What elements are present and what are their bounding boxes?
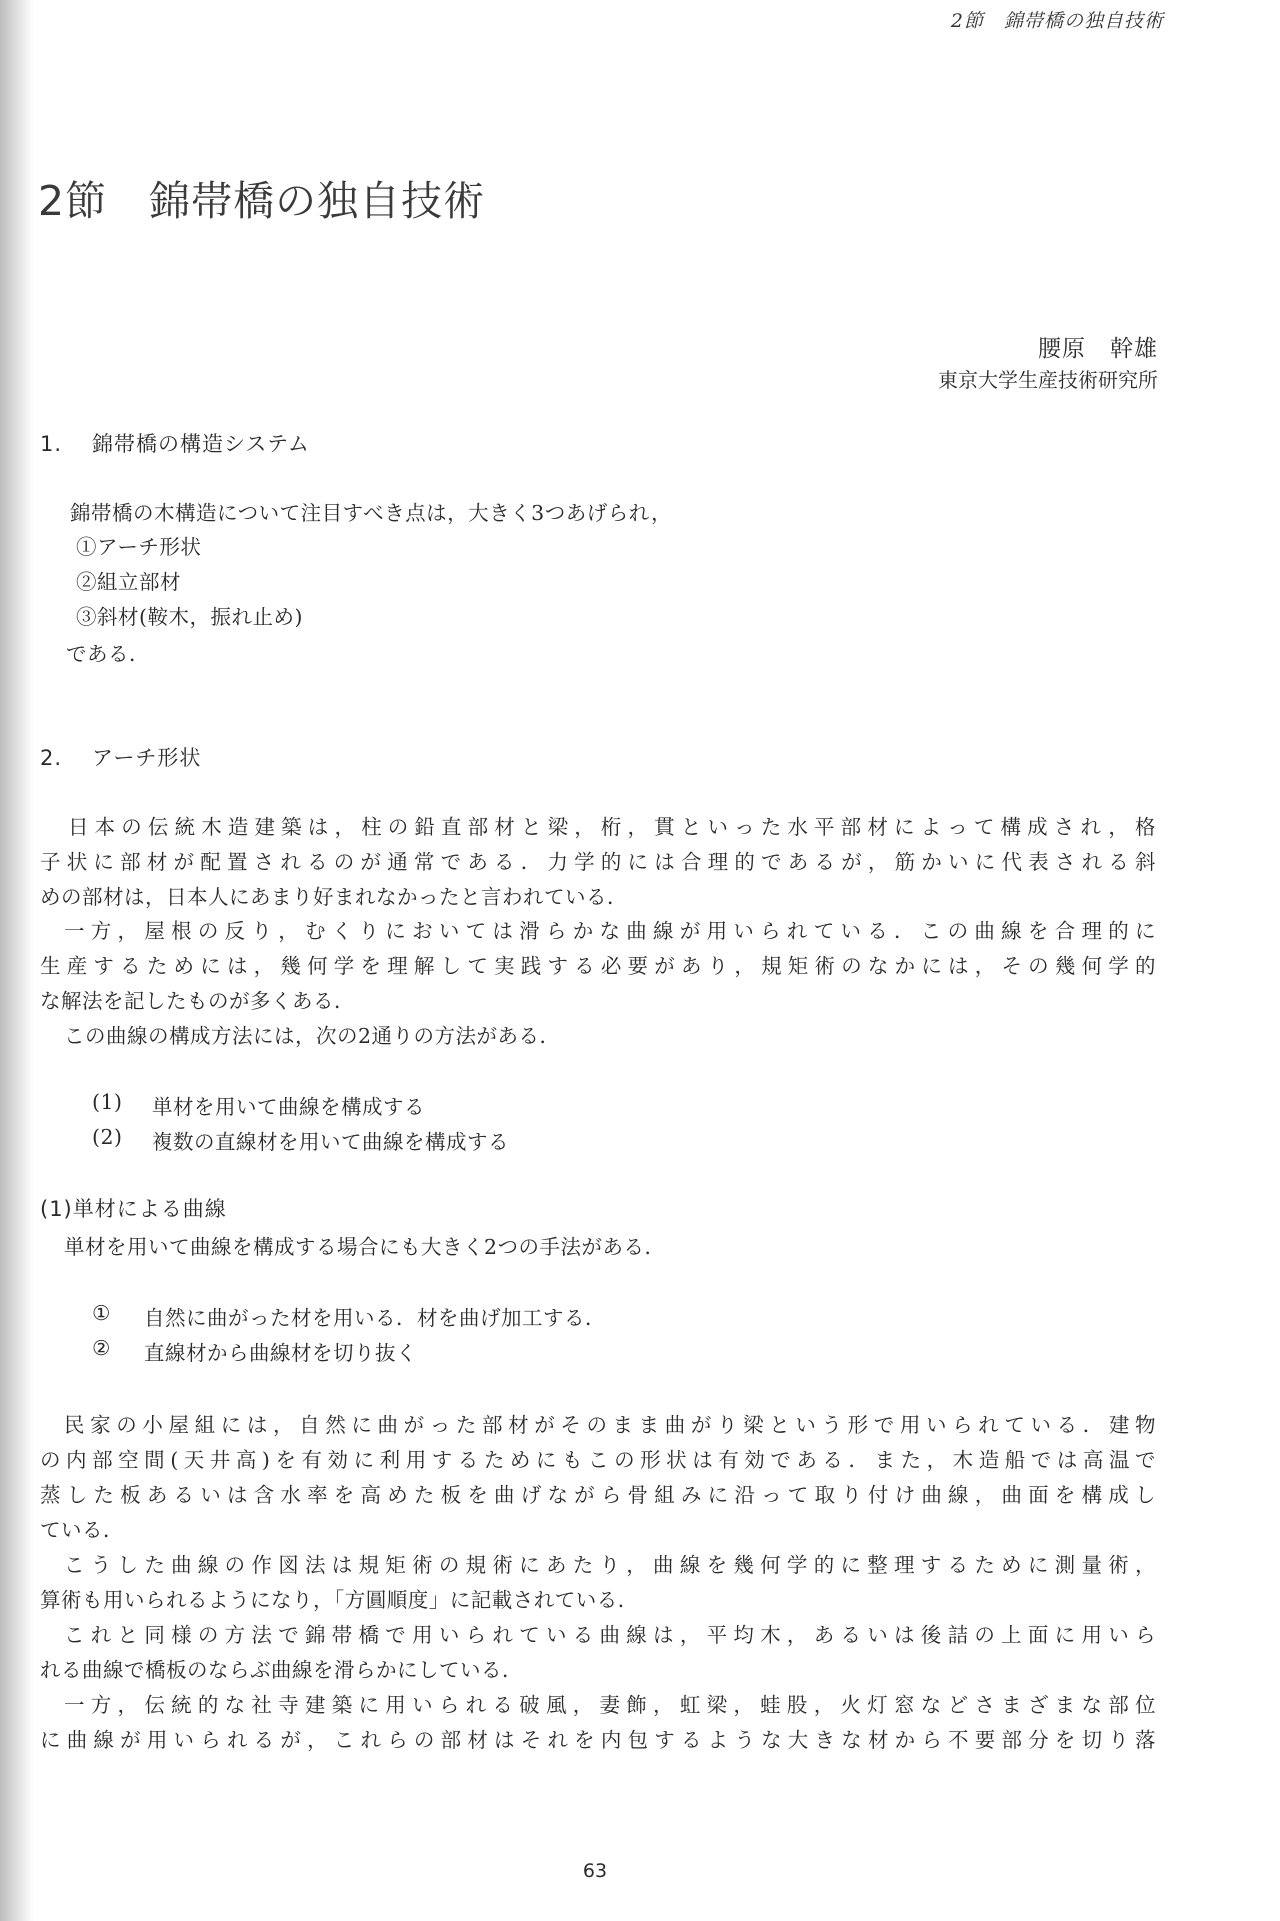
technique-item-2-number: ② <box>92 1336 111 1360</box>
binding-shadow <box>0 0 34 1921</box>
page-title: 2節 錦帯橋の独自技術 <box>38 177 486 225</box>
paragraph-line: 日本の伝統木造建築は，柱の鉛直部材と梁，桁，貫といった水平部材によって構成され，格 <box>68 815 1156 839</box>
method-item-2-text: 複数の直線材を用いて曲線を構成する <box>152 1130 509 1154</box>
method-item-2-number: (2) <box>92 1125 123 1149</box>
method-item-1-number: (1) <box>92 1090 123 1114</box>
body-line: ている． <box>40 1518 124 1542</box>
method-item-1-text: 単材を用いて曲線を構成する <box>152 1095 425 1119</box>
list-item-arch: ①アーチ形状 <box>76 535 202 559</box>
section-1-closing: である． <box>66 642 150 666</box>
body-line: 算術も用いられるようになり，「方圓順度」に記載されている． <box>40 1588 639 1612</box>
section-2-heading <box>40 742 201 772</box>
author-affiliation: 東京大学生産技術研究所 <box>938 368 1158 392</box>
paragraph-line: 子状に部材が配置されるのが通常である．力学的には合理的であるが，筋かいに代表される斜 <box>40 850 1156 874</box>
body-line: これと同様の方法で錦帯橋で用いられている曲線は，平均木，あるいは後詰の上面に用いら <box>64 1623 1156 1647</box>
section-2-number: 2. <box>40 746 63 770</box>
paragraph-line: めの部材は，日本人にあまり好まれなかったと言われている． <box>40 885 628 909</box>
running-head: 2節 錦帯橋の独自技術 <box>950 10 1164 32</box>
section-2-title: アーチ形状 <box>92 746 202 770</box>
section-1-intro: 錦帯橋の木構造について注目すべき点は，大きく3つあげられ， <box>70 501 672 525</box>
section-1-heading <box>40 428 310 458</box>
paragraph-line: 生産するためには，幾何学を理解して実践する必要があり，規矩術のなかには，その幾何学的 <box>40 954 1156 978</box>
body-line: に曲線が用いられるが，これらの部材はそれを内包するような大きな材から不要部分を切り落 <box>40 1728 1156 1752</box>
technique-item-2-text: 直線材から曲線材を切り抜く <box>144 1341 417 1365</box>
author-name: 腰原 幹雄 <box>1038 336 1158 362</box>
paragraph-line: 一方，屋根の反り，むくりにおいては滑らかな曲線が用いられている．この曲線を合理的に <box>64 919 1156 943</box>
section-1-title: 錦帯橋の構造システム <box>92 432 310 456</box>
technique-item-1-number: ① <box>92 1301 111 1325</box>
body-line: こうした曲線の作図法は規矩術の規術にあたり，曲線を幾何学的に整理するために測量術， <box>64 1553 1156 1577</box>
section-1-number: 1. <box>40 432 63 456</box>
technique-item-1-text: 自然に曲がった材を用いる．材を曲げ加工する． <box>144 1306 606 1330</box>
paragraph-line: な解法を記したものが多くある． <box>40 989 355 1013</box>
body-line: れる曲線で橋板のならぶ曲線を滑らかにしている． <box>40 1658 523 1682</box>
subsection-1-heading: (1)単材による曲線 <box>40 1197 227 1221</box>
list-item-diagonal-members: ③斜材(鞍木，振れ止め) <box>76 605 303 629</box>
body-line: の内部空間(天井高)を有効に利用するためにもこの形状は有効である．また，木造船では高温で <box>40 1448 1156 1472</box>
subsection-1-intro: 単材を用いて曲線を構成する場合にも大きく2つの手法がある． <box>64 1235 666 1259</box>
paragraph-line: この曲線の構成方法には，次の2通りの方法がある． <box>64 1024 561 1048</box>
body-line: 民家の小屋組には，自然に曲がった部材がそのまま曲がり梁という形で用いられている．建物 <box>64 1413 1156 1437</box>
body-line: 一方，伝統的な社寺建築に用いられる破風，妻飾，虹梁，蛙股，火灯窓などさまざまな部位 <box>64 1693 1156 1717</box>
body-line: 蒸した板あるいは含水率を高めた板を曲げながら骨組みに沿って取り付け曲線，曲面を構成し <box>40 1483 1156 1507</box>
list-item-assembled-members: ②組立部材 <box>76 570 181 594</box>
page-number: 63 <box>582 1860 608 1882</box>
